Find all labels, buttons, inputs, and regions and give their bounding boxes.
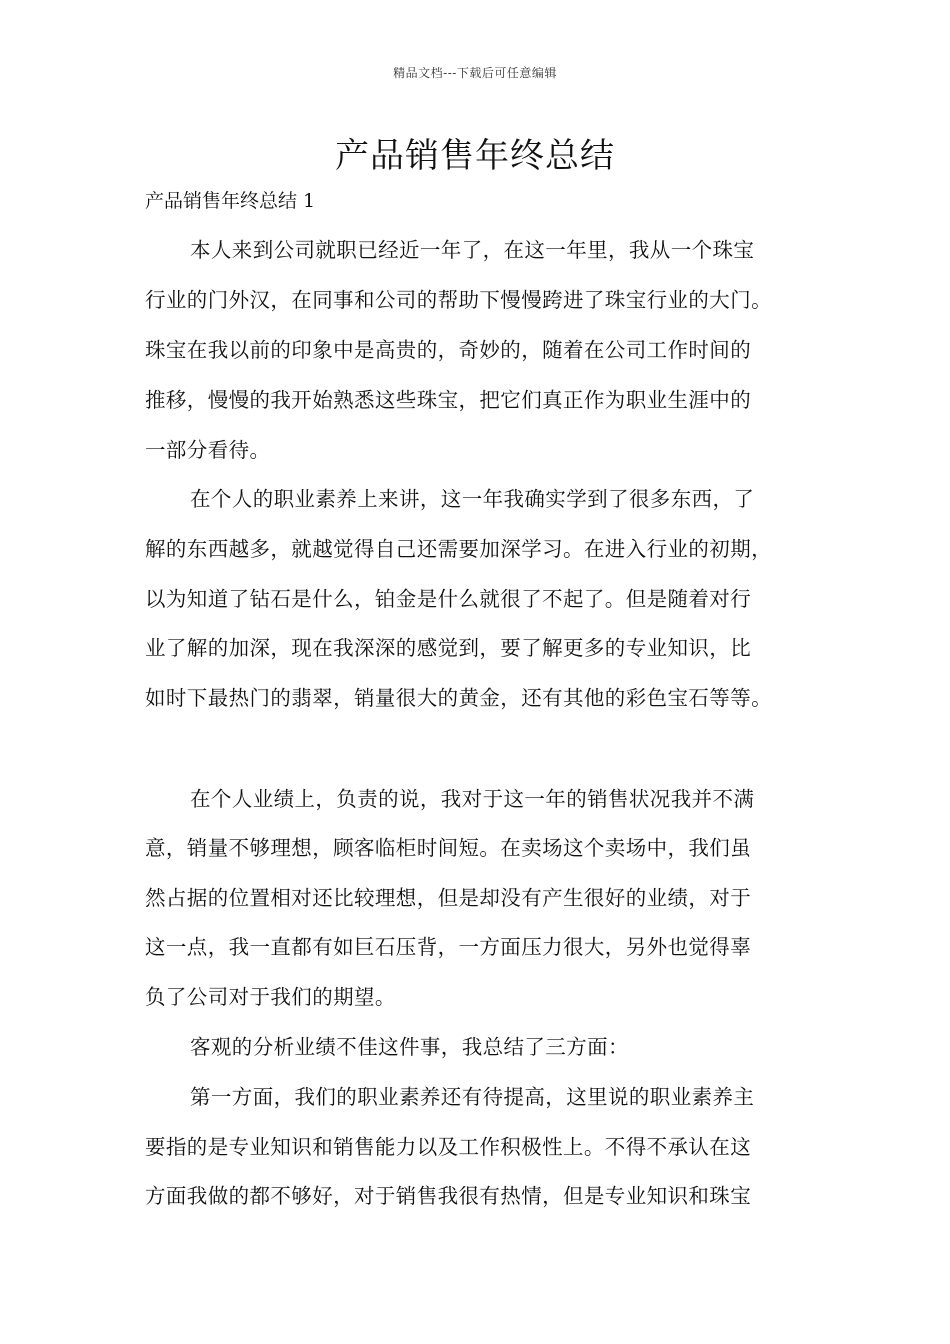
text-line: 第一方面，我们的职业素养还有待提高，这里说的职业素养主	[190, 1085, 755, 1109]
text-line: 然占据的位置相对还比较理想，但是却没有产生很好的业绩，对于	[145, 886, 752, 910]
text-line: 意，销量不够理想，顾客临柜时间短。在卖场这个卖场中，我们虽	[145, 836, 752, 860]
text-line: 珠宝在我以前的印象中是高贵的，奇妙的，随着在公司工作时间的	[145, 338, 752, 362]
text-line: 一部分看待。	[145, 438, 271, 462]
text-line: 以为知道了钻石是什么，铂金是什么就很了不起了。但是随着对行	[145, 587, 752, 611]
text-line: 解的东西越多，就越觉得自己还需要加深学习。在进入行业的初期，	[145, 537, 772, 561]
text-line: 客观的分析业绩不佳这件事，我总结了三方面：	[190, 1035, 629, 1059]
text-line: 行业的门外汉，在同事和公司的帮助下慢慢跨进了珠宝行业的大门。	[145, 288, 772, 312]
page-header: 精品文档---下载后可任意编辑	[393, 66, 557, 80]
text-line: 方面我做的都不够好，对于销售我很有热情，但是专业知识和珠宝	[145, 1184, 752, 1208]
text-line: 推移，慢慢的我开始熟悉这些珠宝，把它们真正作为职业生涯中的	[145, 388, 752, 412]
text-line: 负了公司对于我们的期望。	[145, 985, 396, 1009]
document-title: 产品销售年终总结	[335, 136, 615, 176]
text-line: 在个人业绩上，负责的说，我对于这一年的销售状况我并不满	[190, 787, 755, 811]
text-line: 本人来到公司就职已经近一年了，在这一年里，我从一个珠宝	[190, 238, 755, 262]
text-line: 这一点，我一直都有如巨石压背，一方面压力很大，另外也觉得辜	[145, 935, 752, 959]
text-line: 要指的是专业知识和销售能力以及工作积极性上。不得不承认在这	[145, 1135, 752, 1159]
text-line: 业了解的加深，现在我深深的感觉到，要了解更多的专业知识，比	[145, 636, 752, 660]
text-line: 如时下最热门的翡翠，销量很大的黄金，还有其他的彩色宝石等等。	[145, 686, 772, 710]
text-line: 在个人的职业素养上来讲，这一年我确实学到了很多东西，了	[190, 487, 755, 511]
section-heading: 产品销售年终总结 1	[145, 190, 316, 212]
